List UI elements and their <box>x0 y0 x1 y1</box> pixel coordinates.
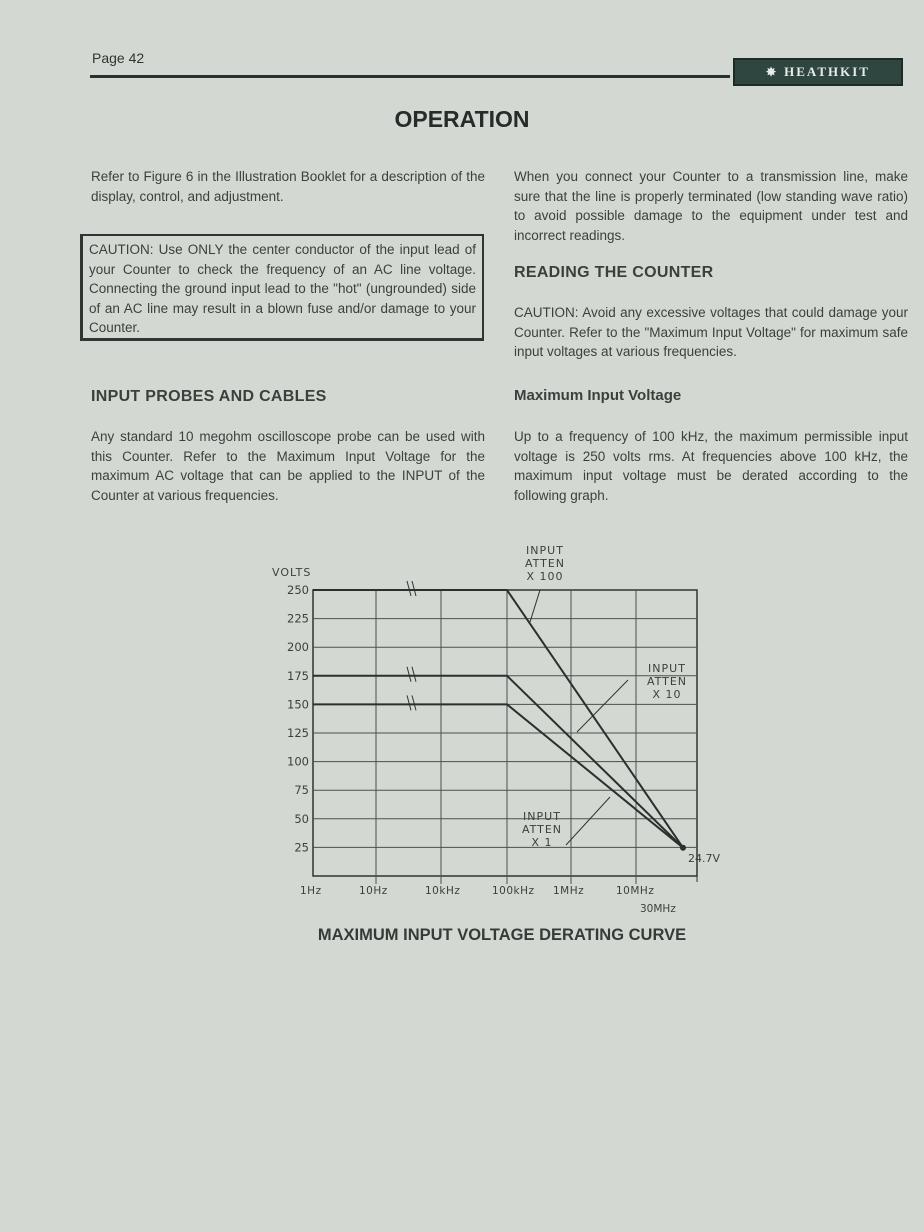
y-tick-label: 150 <box>287 697 309 712</box>
probes-heading: INPUT PROBES AND CABLES <box>91 388 327 405</box>
brand-name: HEATHKIT <box>784 64 870 79</box>
end-value-label: 24.7V <box>688 852 721 865</box>
chart-caption: MAXIMUM INPUT VOLTAGE DERATING CURVE <box>317 926 687 944</box>
x-tick-label: 1MHz <box>553 885 585 897</box>
probes-paragraph: Any standard 10 megohm oscilloscope probe can be used with this Counter. Refer to the Maximum Input Voltage for the maximum AC voltage that can be applied to the INPUT of the Counter at various frequencies. <box>91 429 485 503</box>
series-label: X 100 <box>526 570 564 583</box>
series-line <box>313 590 683 848</box>
series-label: X 10 <box>652 688 682 701</box>
x-tick-label: 100kHz <box>492 885 535 897</box>
break-mark <box>407 667 411 682</box>
series-pointer <box>566 797 610 845</box>
series-pointer <box>577 680 628 732</box>
series-label: INPUT <box>526 544 564 557</box>
max-voltage-paragraph: Up to a frequency of 100 kHz, the maximum permissible input voltage is 250 volts rms. At frequencies above 100 kHz, the maximum input voltage must be derated according to the following graph. <box>514 429 908 503</box>
reading-caution: CAUTION: Avoid any excessive voltages that could damage your Counter. Refer to the "Maximum Input Voltage" for maximum safe input voltages at various frequencies. <box>514 305 908 359</box>
atom-icon: ✸ <box>766 64 779 79</box>
series-label: X 1 <box>531 836 553 849</box>
series-label: ATTEN <box>524 557 566 570</box>
y-tick-label: 125 <box>287 726 309 740</box>
series-label: INPUT <box>523 810 561 823</box>
series-label: ATTEN <box>521 823 563 836</box>
end-point <box>680 845 686 851</box>
reading-heading: READING THE COUNTER <box>514 264 714 281</box>
y-tick-label: 100 <box>287 754 309 769</box>
y-tick-label: 225 <box>287 611 309 626</box>
x-tick-label: 10Hz <box>359 885 388 897</box>
break-mark <box>412 667 416 682</box>
max-voltage-heading: Maximum Input Voltage <box>514 387 682 404</box>
y-tick-label: 250 <box>287 583 309 597</box>
page-number: Page 42 <box>92 50 145 66</box>
transmission-paragraph: When you connect your Counter to a transmission line, make sure that the line is properly terminated (low standing wave ratio) to avoid possible damage to the equipment under test and incorrect readings. <box>514 169 908 243</box>
break-mark <box>412 581 416 596</box>
intro-paragraph: Refer to Figure 6 in the Illustration Booklet for a description of the display, control, and adjustment. <box>91 169 485 204</box>
series-pointer <box>530 590 540 622</box>
chart-grid <box>313 581 697 884</box>
y-tick-label: 175 <box>287 668 309 683</box>
y-tick-label: 50 <box>294 811 309 826</box>
y-axis-label: VOLTS <box>272 566 312 579</box>
break-mark <box>407 695 411 710</box>
chart-series <box>313 590 686 851</box>
series-line <box>313 704 683 847</box>
x-tick-label: 10MHz <box>616 885 655 897</box>
y-tick-label: 25 <box>294 840 309 855</box>
x-tick-label: 10kHz <box>425 885 461 897</box>
chart-labels <box>272 544 720 915</box>
x-tick-label: 1Hz <box>300 885 322 897</box>
y-tick-label: 75 <box>294 783 309 798</box>
break-mark <box>407 581 411 596</box>
y-tick-label: 200 <box>287 640 309 655</box>
series-label: INPUT <box>648 662 686 675</box>
x-extra-label: 30MHz <box>640 903 676 915</box>
series-label: ATTEN <box>646 675 688 688</box>
break-mark <box>412 695 416 710</box>
caution-text: CAUTION: Use ONLY the center conductor of the input lead of your Counter to check the frequency of an AC line voltage. Connecting the ground input lead to the "hot" (ungrounded) side of an AC line may result in a blown fuse and/or damage to your Counter. <box>89 242 476 335</box>
page-title: OPERATION <box>394 106 530 132</box>
